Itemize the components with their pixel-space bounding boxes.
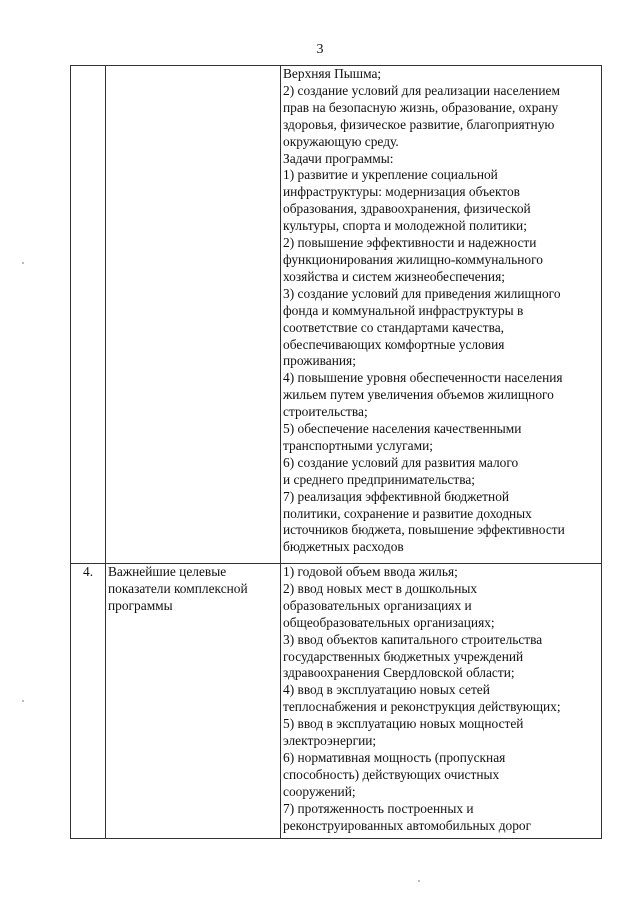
- program-table-body: [71, 66, 602, 839]
- content-line: прав на безопасную жизнь, образование, охрану: [283, 99, 559, 115]
- content-line: соответствие со стандартами качества,: [283, 319, 505, 335]
- content-line: способность) действующих очистных: [283, 766, 500, 782]
- content-line: 4) повышение уровня обеспеченности населения: [283, 370, 563, 386]
- content-line: образовательных организациях и: [283, 597, 472, 613]
- content-line: 3) создание условий для приведения жилищного: [283, 285, 561, 301]
- content-line: 2) ввод новых мест в дошкольных: [283, 580, 478, 596]
- row-title-line: Важнейшие целевые: [108, 564, 227, 579]
- row-title-line: программы: [108, 597, 173, 613]
- row-number-cell: [71, 66, 106, 564]
- content-line: 7) протяженность построенных и: [283, 800, 474, 816]
- scan-speck: [22, 700, 24, 702]
- content-line: 2) создание условий для реализации населением: [283, 82, 560, 98]
- content-line: политики, сохранение и развитие доходных: [283, 505, 532, 521]
- page-number: 3: [316, 42, 324, 57]
- content-line: Верхняя Пышма;: [283, 66, 382, 81]
- content-line: 5) ввод в эксплуатацию новых мощностей: [283, 716, 524, 732]
- row-title-line: показатели комплексной: [108, 580, 248, 596]
- content-line: сооружений;: [283, 783, 356, 799]
- content-line: жильем путем увеличения объемов жилищного: [283, 387, 554, 403]
- row-content-cell: [281, 66, 602, 564]
- content-line: культуры, спорта и молодежной политики;: [283, 218, 527, 234]
- content-line: теплоснабжения и реконструкция действующих;: [283, 699, 561, 715]
- row-title-cell: [106, 564, 281, 839]
- content-line: 6) создание условий для развития малого: [283, 454, 519, 470]
- content-line: 1) годовой объем ввода жилья;: [283, 564, 458, 579]
- content-line: здоровья, физическое развитие, благоприятную: [283, 116, 555, 132]
- content-line: источников бюджета, повышение эффективности: [283, 522, 565, 538]
- content-line: 7) реализация эффективной бюджетной: [283, 488, 510, 504]
- table-row: [71, 564, 602, 839]
- content-line: и среднего предпринимательства;: [283, 471, 476, 487]
- content-line: 6) нормативная мощность (пропускная: [283, 749, 506, 765]
- content-line: здравоохранения Свердловской области;: [283, 665, 515, 681]
- content-line: общеобразовательных организациях;: [283, 614, 495, 630]
- content-line: хозяйства и систем жизнеобеспечения;: [283, 268, 505, 284]
- content-line: государственных бюджетных учреждений: [283, 648, 524, 664]
- program-table: [70, 65, 602, 839]
- content-line: Задачи программы:: [283, 150, 394, 166]
- content-line: бюджетных расходов: [283, 539, 404, 555]
- row-title-cell: [106, 66, 281, 564]
- row-number-cell: 4.: [71, 564, 106, 839]
- content-line: транспортными услугами;: [283, 437, 433, 453]
- content-line: 1) развитие и укрепление социальной: [283, 167, 498, 183]
- content-line: электроэнергии;: [283, 733, 377, 749]
- content-line: 4) ввод в эксплуатацию новых сетей: [283, 682, 490, 698]
- content-line: образования, здравоохранения, физической: [283, 201, 531, 217]
- content-line: обеспечивающих комфортные условия: [283, 336, 505, 352]
- scan-speck: [22, 262, 24, 264]
- content-line: фонда и коммунальной инфраструктуры в: [283, 302, 524, 318]
- scan-speck: [418, 880, 420, 882]
- content-line: 3) ввод объектов капитального строительства: [283, 631, 543, 647]
- content-line: проживания;: [283, 353, 356, 369]
- content-line: реконструированных автомобильных дорог: [283, 817, 532, 833]
- content-line: 5) обеспечение населения качественными: [283, 421, 522, 437]
- content-line: функционирования жилищно-коммунального: [283, 251, 543, 267]
- content-line: окружающую среду.: [283, 133, 399, 149]
- content-line: строительства;: [283, 404, 368, 420]
- content-line: 2) повышение эффективности и надежности: [283, 235, 537, 251]
- table-row: [71, 66, 602, 564]
- content-line: инфраструктуры: модернизация объектов: [283, 184, 520, 200]
- row-content-cell: [281, 564, 602, 839]
